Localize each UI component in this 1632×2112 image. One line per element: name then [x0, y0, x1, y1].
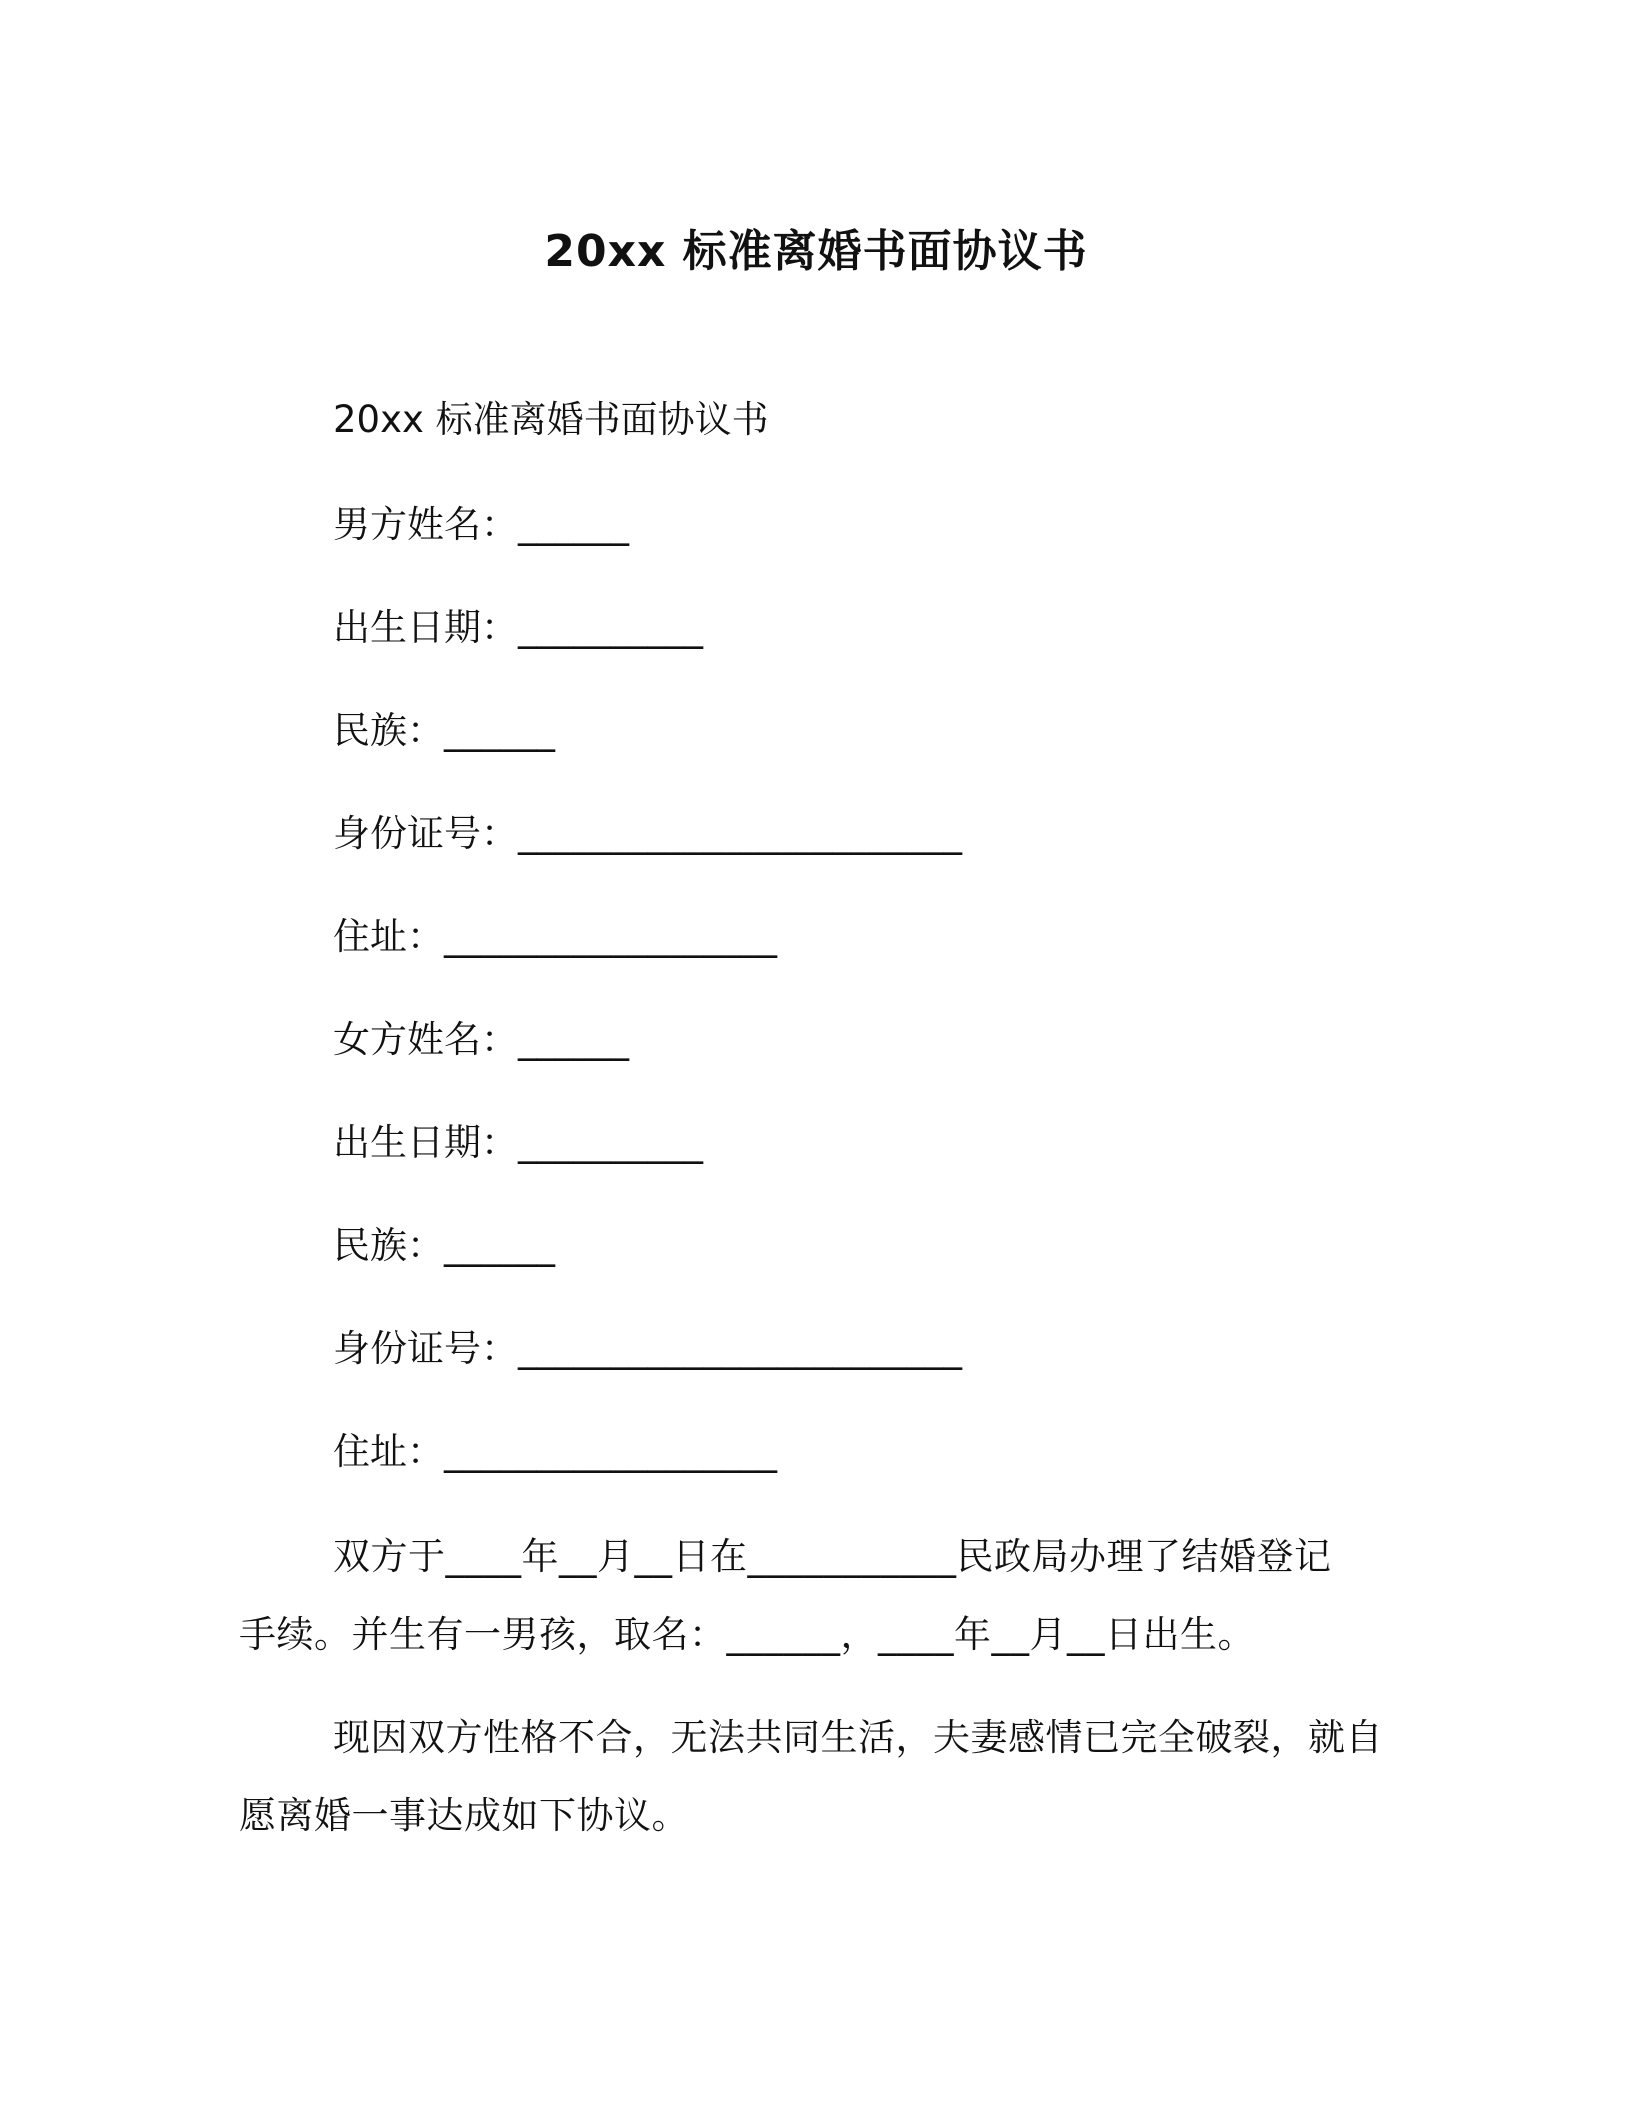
- field-male-name: 男方姓名：______: [333, 503, 629, 546]
- marriage-paragraph-line-2: 手续。并生有一男孩，取名：______，____年__月__日出生。: [239, 1613, 1255, 1656]
- marriage-paragraph-line-1: 双方于____年__月__日在___________民政局办理了结婚登记: [333, 1535, 1332, 1578]
- field-male-id-number: 身份证号：________________________: [333, 812, 962, 855]
- field-female-name: 女方姓名：______: [333, 1018, 629, 1061]
- document-subtitle: 20xx 标准离婚书面协议书: [333, 398, 769, 441]
- document-title: 20xx 标准离婚书面协议书: [544, 226, 1088, 277]
- field-female-id-number: 身份证号：________________________: [333, 1327, 962, 1370]
- agreement-paragraph-line-1: 现因双方性格不合，无法共同生活，夫妻感情已完全破裂，就自: [333, 1716, 1383, 1759]
- agreement-paragraph-line-2: 愿离婚一事达成如下协议。: [239, 1794, 689, 1837]
- field-female-address: 住址：__________________: [333, 1430, 777, 1473]
- field-male-birthdate: 出生日期：__________: [333, 606, 703, 649]
- field-male-ethnicity: 民族：______: [333, 709, 555, 752]
- field-female-birthdate: 出生日期：__________: [333, 1121, 703, 1164]
- field-female-ethnicity: 民族：______: [333, 1224, 555, 1267]
- field-male-address: 住址：__________________: [333, 915, 777, 958]
